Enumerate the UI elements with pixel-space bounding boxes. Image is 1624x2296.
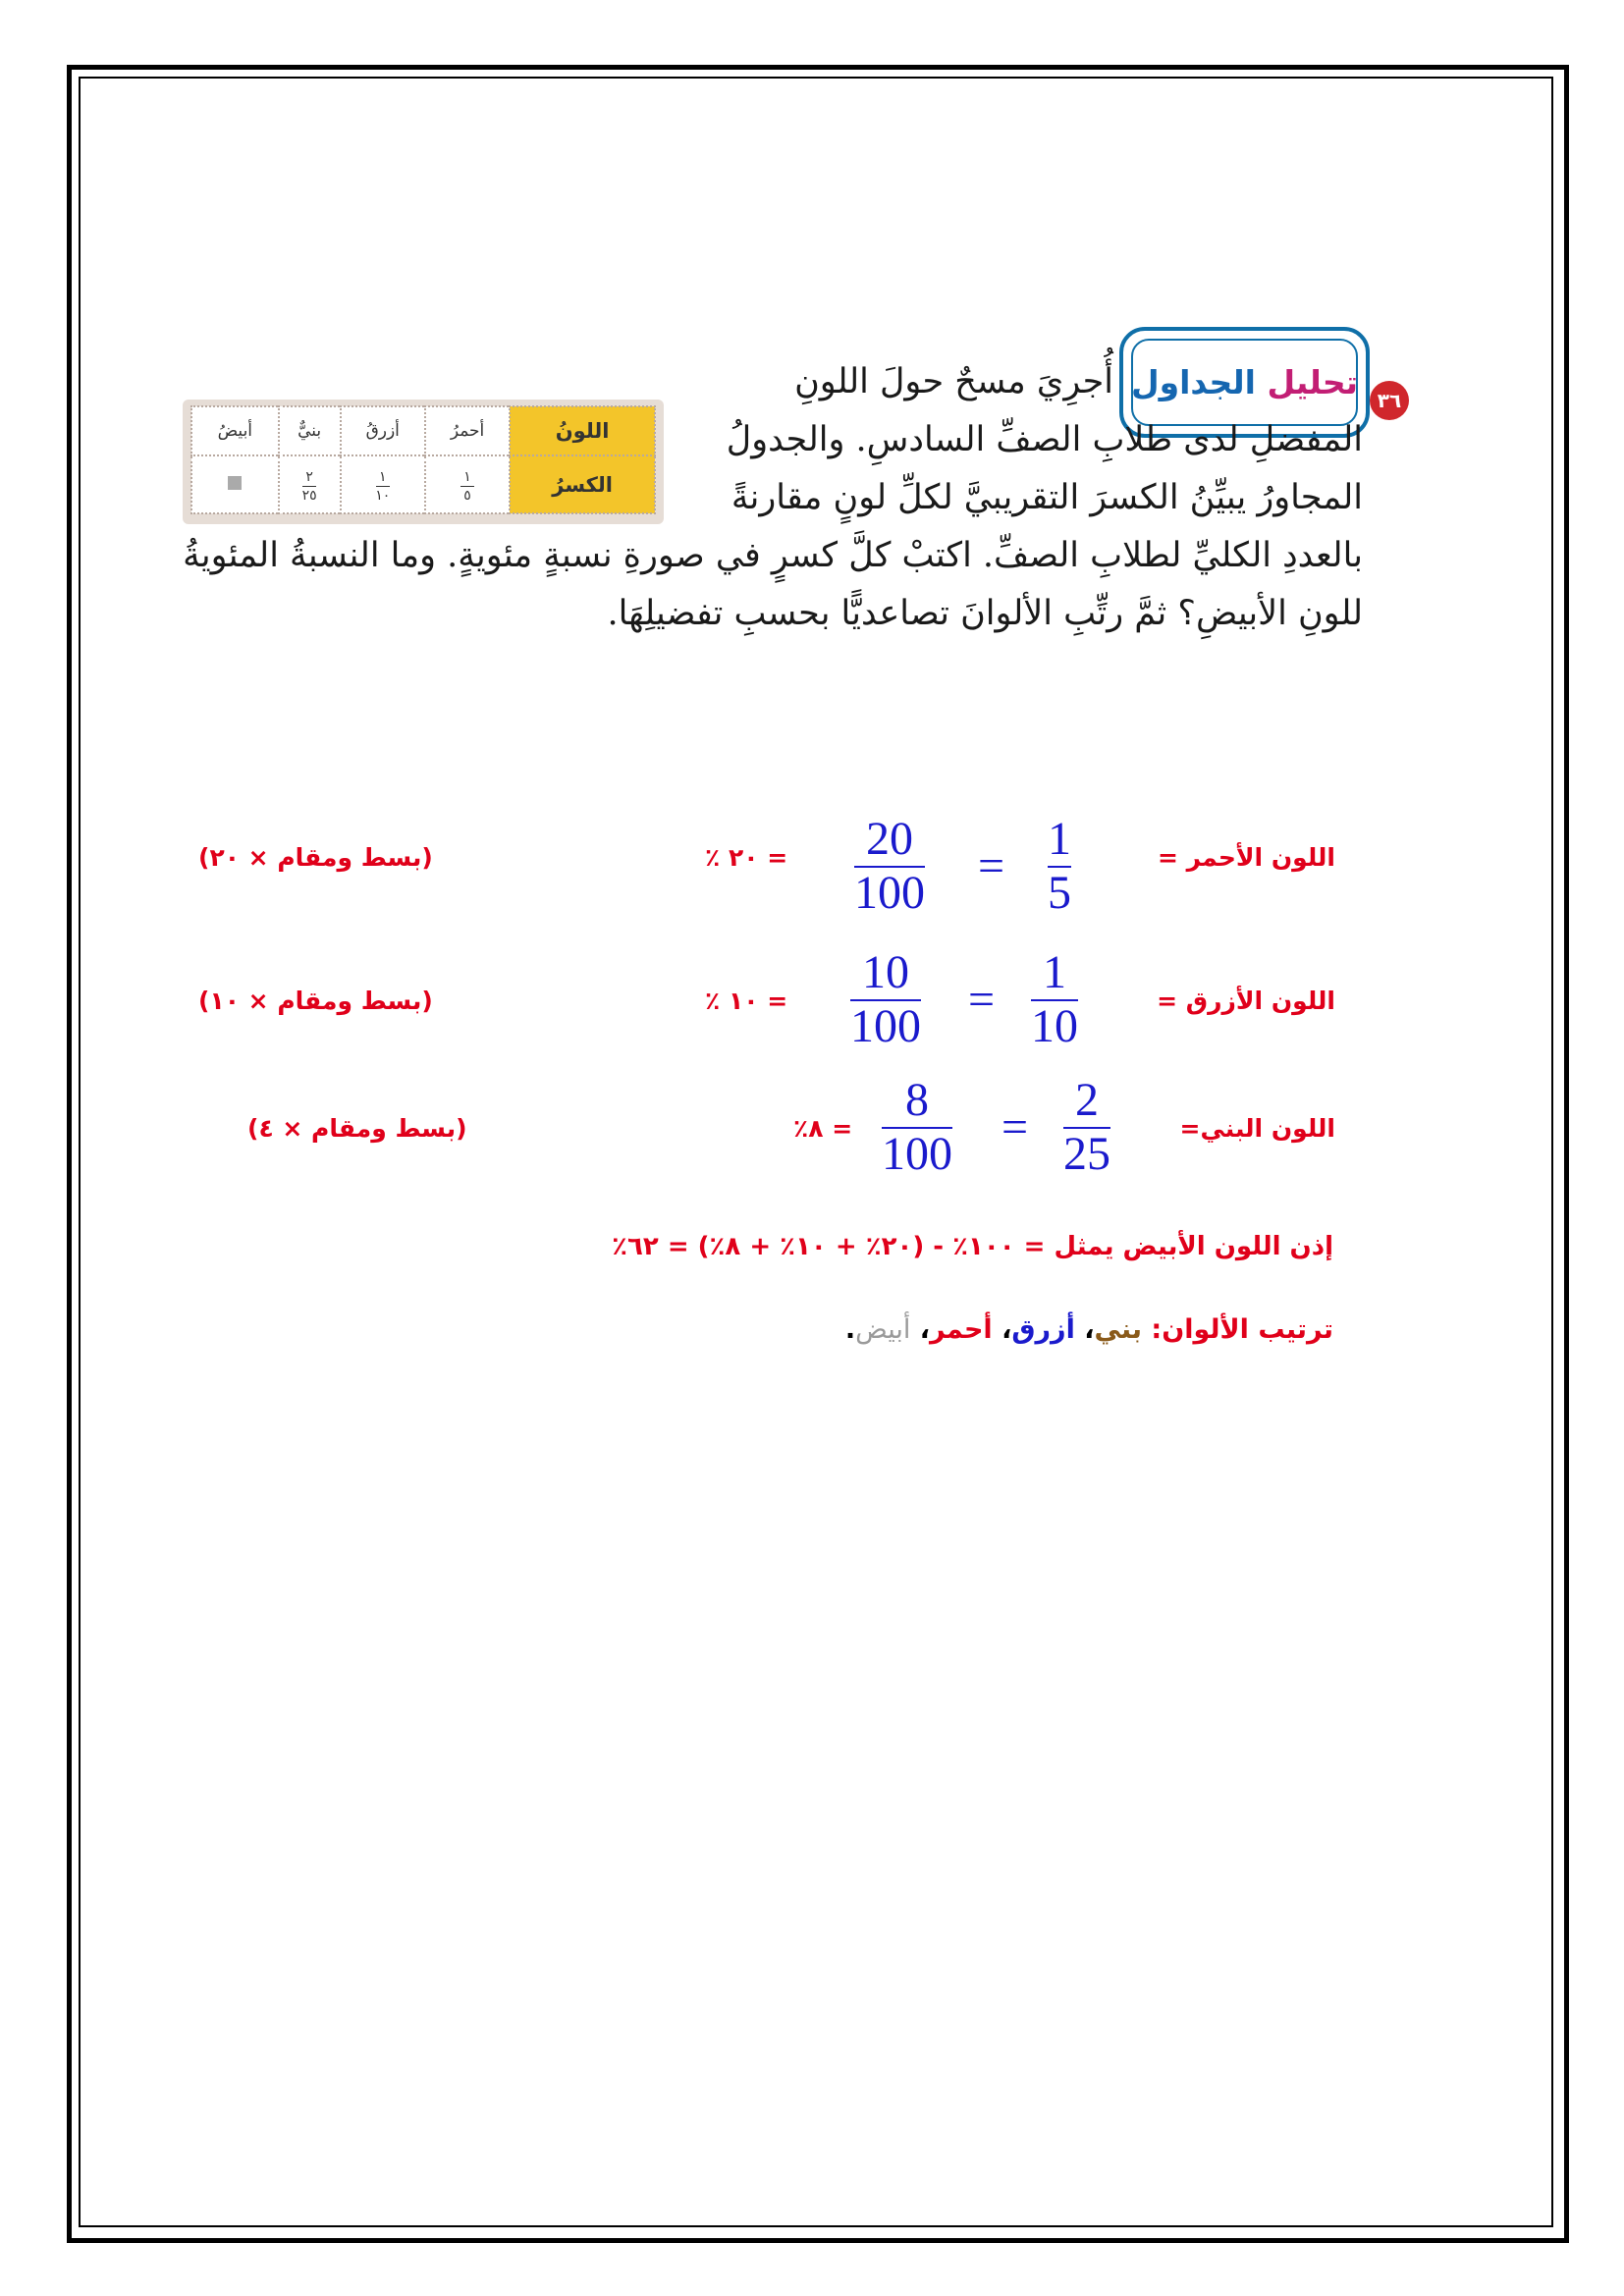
order-item-red: أحمر: [930, 1314, 993, 1345]
solution-note: (بسط ومقام × ٢٠): [198, 843, 433, 872]
solution-label: اللون الأزرق =: [1157, 987, 1335, 1015]
solution-label: اللون البني=: [1179, 1114, 1335, 1143]
fraction-small: 1 10: [1031, 946, 1078, 1052]
solution-note: (بسط ومقام × ٤): [247, 1114, 467, 1143]
percent-result: = ٢٠ ٪: [705, 843, 788, 872]
order-item-blue: أزرق: [1011, 1314, 1075, 1345]
section-tag-text: تحليل الجداول: [1130, 363, 1359, 401]
solution-row-brown: [177, 1074, 1335, 1180]
table-cell-color: أبيضُ: [191, 406, 279, 455]
problem-line-5: للونِ الأبيضِ؟ ثمَّ رتِّبِ الألوانَ تصاعديًّا بحسبِ تفضيلِهَا.: [607, 594, 1363, 633]
fraction-hundred: 10 100: [850, 946, 921, 1052]
table-header-fraction: الكسرُ: [510, 455, 655, 513]
order-item-brown: بني: [1094, 1314, 1142, 1345]
solution-row-red: [177, 813, 1335, 919]
table-cell-fraction: $\frac{١}{١٠}$: [341, 455, 425, 513]
table-cell-color: أحمرُ: [425, 406, 510, 455]
solution-row-blue: [177, 946, 1335, 1052]
problem-line-1: أُجرِيَ مسحٌ حولَ اللونِ: [794, 362, 1113, 401]
table-header-color: اللونُ: [510, 406, 655, 455]
equals-sign: =: [968, 974, 996, 1026]
equals-sign: =: [978, 840, 1005, 892]
solution-label: اللون الأحمر =: [1157, 843, 1335, 872]
table-cell-color: أزرقُ: [341, 406, 425, 455]
percent-result: = ٨٪: [793, 1114, 853, 1143]
order-label: ترتيب الألوان:: [1151, 1314, 1333, 1345]
fraction-small: 2 25: [1063, 1074, 1110, 1180]
solution-note: (بسط ومقام × ١٠): [198, 987, 433, 1015]
fraction-hundred: 20 100: [854, 813, 925, 919]
problem-line-4: بالعددِ الكليِّ لطلابِ الصفِّ. اكتبْ كلَّ كسرٍ في صورةِ نسبةٍ مئويةٍ. وما النسبةُ المئويةُ: [183, 536, 1363, 575]
blank-square-icon: [228, 476, 242, 490]
problem-line-2: المفضلِ لدى طلابِ الصفِّ السادسِ. والجدولُ: [726, 420, 1363, 459]
color-fraction-table: [183, 400, 664, 524]
order-item-white: أبيض: [855, 1314, 911, 1345]
percent-result: = ١٠ ٪: [705, 987, 788, 1015]
table-cell-color: بنيٌّ: [279, 406, 341, 455]
table-cell-fraction-blank: [191, 455, 279, 513]
white-percent-summary: إذن اللون الأبيض يمثل = ١٠٠٪ - (٢٠٪ + ١٠٪ + ٨٪) = ٦٢٪: [612, 1232, 1333, 1261]
problem-number-badge: ٣٦: [1370, 381, 1409, 420]
fraction-hundred: 8 100: [882, 1074, 952, 1180]
equals-sign: =: [1001, 1101, 1029, 1153]
table-cell-fraction: $\frac{١}{٥}$: [425, 455, 510, 513]
problem-line-3: المجاورُ يبيِّنُ الكسرَ التقريبيَّ لكلِّ لونٍ مقارنةً: [731, 478, 1363, 517]
table-cell-fraction: $\frac{٢}{٢٥}$: [279, 455, 341, 513]
color-order: ترتيب الألوان: بني، أزرق، أحمر، أبيض.: [844, 1314, 1333, 1345]
fraction-small: 1 5: [1048, 813, 1071, 919]
